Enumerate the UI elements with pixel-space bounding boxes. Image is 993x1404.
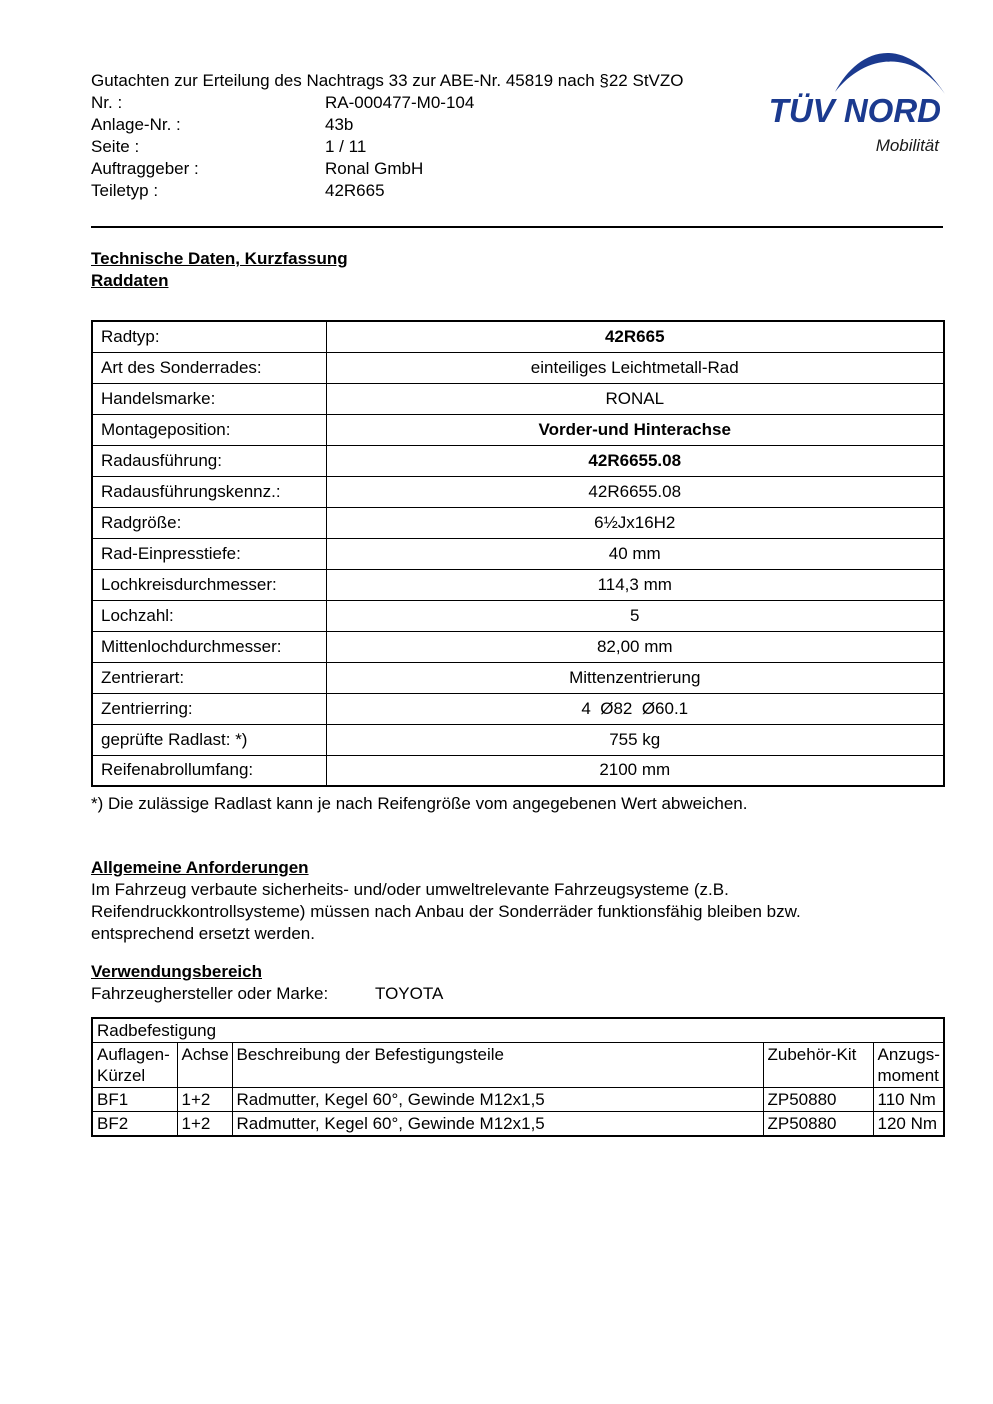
raddaten-value: Vorder-und Hinterachse	[326, 414, 944, 445]
befestigung-cell: Radmutter, Kegel 60°, Gewinde M12x1,5	[232, 1088, 763, 1112]
raddaten-row	[92, 507, 944, 538]
befestigung-title-row	[92, 1018, 944, 1043]
raddaten-value: 42R6655.08	[326, 476, 944, 507]
radlast-footnote: *) Die zulässige Radlast kann je nach Reifengröße vom angegebenen Wert abweichen.	[91, 794, 748, 813]
befestigung-cell: ZP50880	[763, 1112, 873, 1137]
header-field	[91, 180, 943, 202]
section-allgemeine-anforderungen	[91, 857, 943, 945]
raddaten-label: Zentrierring:	[92, 693, 326, 724]
raddaten-label: Rad-Einpresstiefe:	[92, 538, 326, 569]
befestigung-title: Radbefestigung	[92, 1018, 944, 1043]
raddaten-label: Montageposition:	[92, 414, 326, 445]
logo-brand-text: TÜV NORD	[768, 92, 941, 129]
raddaten-table	[91, 320, 945, 787]
raddaten-row	[92, 662, 944, 693]
fahrzeughersteller-value: TOYOTA	[375, 984, 444, 1003]
heading-raddaten: Raddaten	[91, 271, 169, 290]
raddaten-value: 2100 mm	[326, 755, 944, 786]
befestigung-row	[92, 1112, 944, 1137]
raddaten-row	[92, 476, 944, 507]
befestigung-cell: 1+2	[177, 1088, 232, 1112]
raddaten-value: einteiliges Leichtmetall-Rad	[326, 352, 944, 383]
befestigung-row	[92, 1088, 944, 1112]
befestigung-cell: 1+2	[177, 1112, 232, 1137]
raddaten-label: Lochzahl:	[92, 600, 326, 631]
raddaten-value: 42R665	[326, 321, 944, 352]
report-header	[91, 70, 943, 202]
raddaten-value: 5	[326, 600, 944, 631]
header-field-label: Anlage-Nr. :	[91, 115, 181, 134]
befestigung-cell: BF2	[92, 1112, 177, 1137]
raddaten-label: Radgröße:	[92, 507, 326, 538]
raddaten-label: Handelsmarke:	[92, 383, 326, 414]
raddaten-row	[92, 414, 944, 445]
raddaten-row	[92, 352, 944, 383]
befestigung-header-cell: Zubehör-Kit	[763, 1043, 873, 1088]
raddaten-row	[92, 445, 944, 476]
raddaten-label: Art des Sonderrades:	[92, 352, 326, 383]
raddaten-row	[92, 538, 944, 569]
befestigung-cell: ZP50880	[763, 1088, 873, 1112]
header-field-value: 43b	[325, 115, 354, 134]
raddaten-label: Mittenlochdurchmesser:	[92, 631, 326, 662]
befestigung-cell: Radmutter, Kegel 60°, Gewinde M12x1,5	[232, 1112, 763, 1137]
raddaten-row	[92, 693, 944, 724]
raddaten-label: Radausführungskennz.:	[92, 476, 326, 507]
fahrzeughersteller-label: Fahrzeughersteller oder Marke:	[91, 984, 329, 1003]
raddaten-row	[92, 631, 944, 662]
raddaten-row	[92, 755, 944, 786]
raddaten-label: Radtyp:	[92, 321, 326, 352]
raddaten-label: Radausführung:	[92, 445, 326, 476]
raddaten-value: 40 mm	[326, 538, 944, 569]
header-divider	[91, 226, 943, 228]
raddaten-value: 42R6655.08	[326, 445, 944, 476]
raddaten-row	[92, 321, 944, 352]
befestigung-header-cell: Achse	[177, 1043, 232, 1088]
raddaten-value: 6½Jx16H2	[326, 507, 944, 538]
section-technische-daten	[91, 248, 943, 292]
raddaten-row	[92, 569, 944, 600]
raddaten-label: Zentrierart:	[92, 662, 326, 693]
logo-arc-icon	[831, 42, 949, 96]
logo-subtitle: Mobilität	[875, 136, 939, 155]
befestigung-cell: 110 Nm	[873, 1088, 944, 1112]
section-verwendungsbereich	[91, 961, 943, 1005]
befestigung-header-cell: Anzugs-moment	[873, 1043, 944, 1088]
header-field-value: Ronal GmbH	[325, 159, 424, 178]
tuev-nord-logo	[734, 42, 949, 177]
header-field-value: 1 / 11	[325, 137, 367, 156]
header-field-label: Seite :	[91, 137, 140, 156]
raddaten-label: Lochkreisdurchmesser:	[92, 569, 326, 600]
raddaten-value: 114,3 mm	[326, 569, 944, 600]
header-field-label: Teiletyp :	[91, 181, 159, 200]
heading-verwendungsbereich: Verwendungsbereich	[91, 962, 262, 981]
raddaten-label: geprüfte Radlast: *)	[92, 724, 326, 755]
raddaten-label: Reifenabrollumfang:	[92, 755, 326, 786]
header-field-value: RA-000477-M0-104	[325, 93, 475, 112]
raddaten-value: 82,00 mm	[326, 631, 944, 662]
befestigung-header-cell: Auflagen-Kürzel	[92, 1043, 177, 1088]
raddaten-value: RONAL	[326, 383, 944, 414]
raddaten-value: Mittenzentrierung	[326, 662, 944, 693]
befestigung-header-cell: Beschreibung der Befestigungsteile	[232, 1043, 763, 1088]
raddaten-row	[92, 383, 944, 414]
header-field-label: Nr. :	[91, 93, 123, 112]
header-field-value: 42R665	[325, 181, 385, 200]
befestigung-header-row	[92, 1043, 944, 1088]
allgemeine-anforderungen-text: Im Fahrzeug verbaute sicherheits- und/oder umweltrelevante Fahrzeugsysteme (z.B. Reifendruckkontrollsysteme) müssen nach Anbau der Sonderräder funktionsfähig bleiben bzw. entsprechend ersetzt werden.	[91, 880, 801, 943]
raddaten-row	[92, 600, 944, 631]
heading-allgemeine-anforderungen: Allgemeine Anforderungen	[91, 858, 309, 877]
befestigung-cell: 120 Nm	[873, 1112, 944, 1137]
befestigung-table	[91, 1017, 945, 1137]
raddaten-value: 4 Ø82 Ø60.1	[326, 693, 944, 724]
report-title: Gutachten zur Erteilung des Nachtrags 33 zur ABE-Nr. 45819 nach §22 StVZO	[91, 71, 684, 90]
fahrzeughersteller-line	[91, 983, 943, 1005]
raddaten-row	[92, 724, 944, 755]
befestigung-cell: BF1	[92, 1088, 177, 1112]
raddaten-value: 755 kg	[326, 724, 944, 755]
header-field-label: Auftraggeber :	[91, 159, 199, 178]
heading-technische-daten: Technische Daten, Kurzfassung	[91, 249, 348, 268]
